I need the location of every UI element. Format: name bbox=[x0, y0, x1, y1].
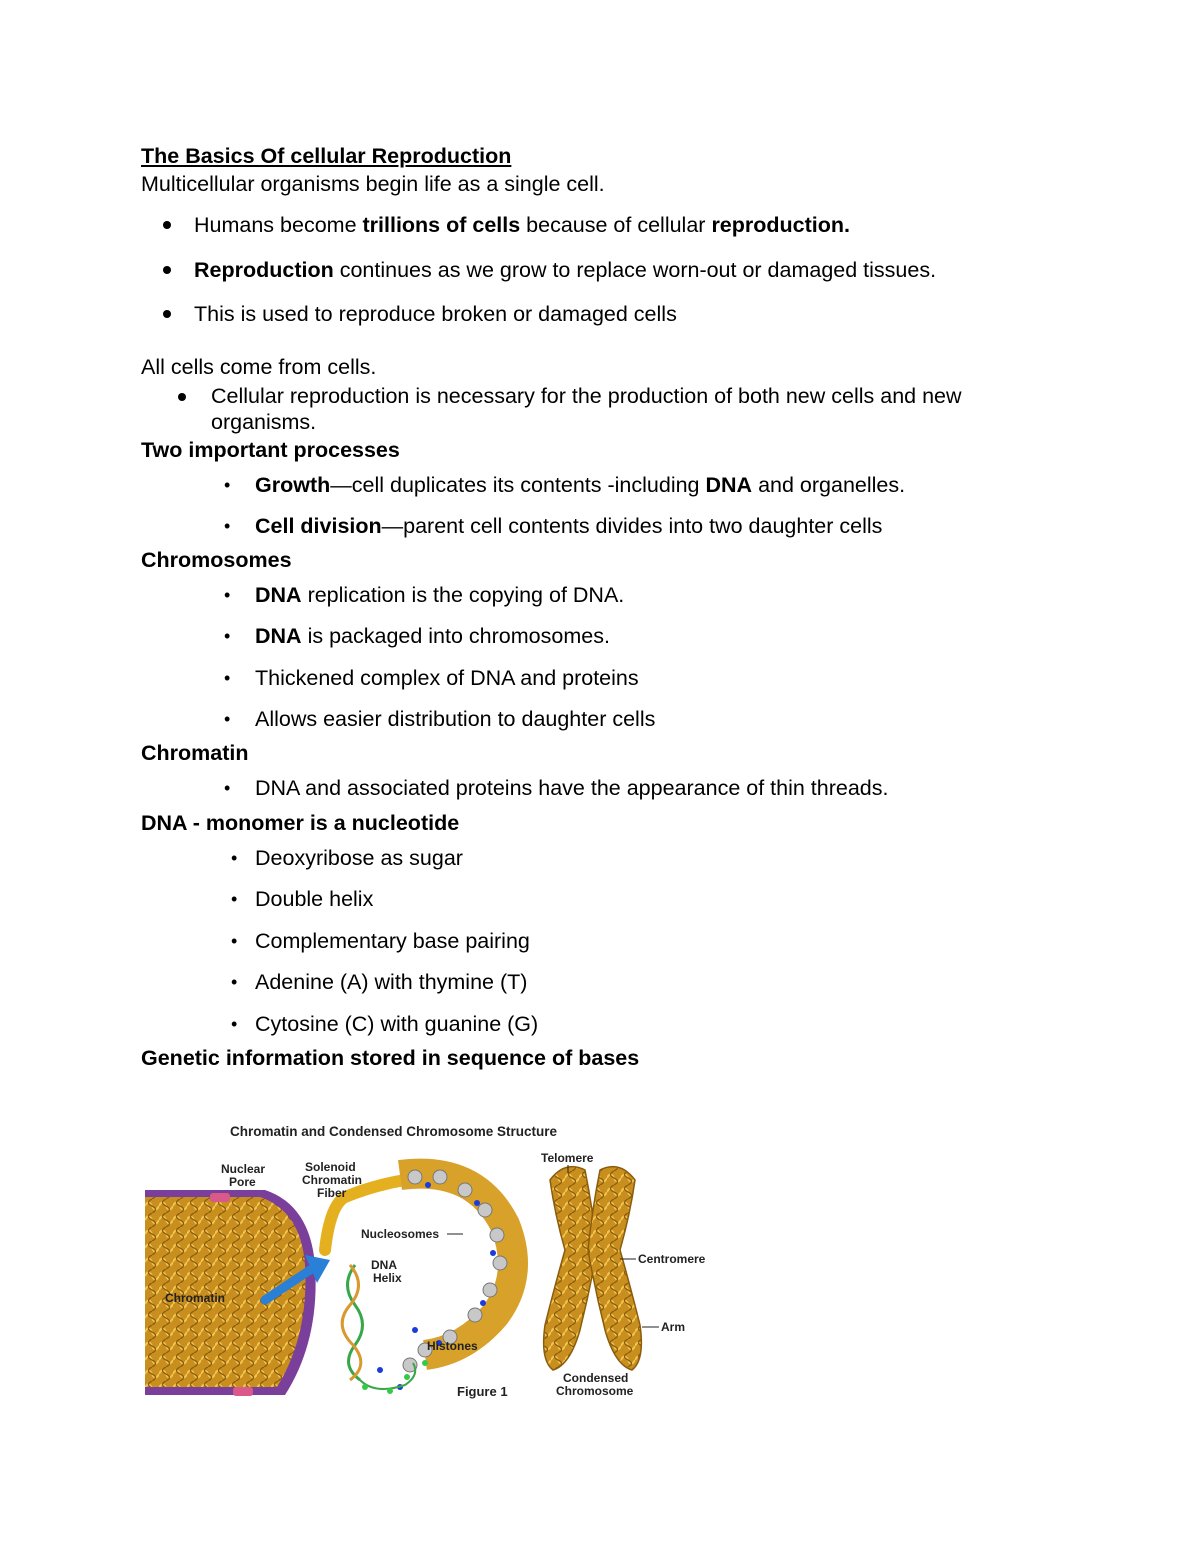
label-chromatin: Chromatin bbox=[165, 1291, 225, 1305]
bullet-glyph: • bbox=[224, 668, 231, 688]
bullet-glyph: • bbox=[224, 626, 231, 646]
figure-title: Chromatin and Condensed Chromosome Structure bbox=[230, 1124, 558, 1139]
label-centromere: Centromere bbox=[638, 1252, 706, 1266]
dna-helix-strand bbox=[342, 1265, 361, 1380]
bullet-glyph: • bbox=[231, 848, 238, 868]
bullet-dot bbox=[163, 310, 171, 318]
item-growth: Growth—cell duplicates its contents -including DNA and organelles. bbox=[255, 473, 906, 497]
linker-dots bbox=[362, 1360, 428, 1394]
label-histones: Histones bbox=[427, 1339, 478, 1353]
condensed-chromosome bbox=[544, 1167, 642, 1370]
bullet-glyph: • bbox=[224, 709, 231, 729]
intro-text: Multicellular organisms begin life as a single cell. bbox=[141, 172, 605, 196]
heading-chromatin: Chromatin bbox=[141, 741, 249, 765]
heading-chromosomes: Chromosomes bbox=[141, 548, 292, 572]
all-cells-text: All cells come from cells. bbox=[141, 355, 377, 379]
label-nuclear-pore-1: Nuclear bbox=[221, 1162, 266, 1176]
bullet-glyph: • bbox=[231, 889, 238, 909]
bullet-dot bbox=[163, 266, 171, 274]
chromosome-figure bbox=[145, 1115, 720, 1405]
label-solenoid-3: Fiber bbox=[317, 1186, 347, 1200]
bullet-glyph: • bbox=[224, 778, 231, 798]
heading-genetic: Genetic information stored in sequence of bases bbox=[141, 1046, 640, 1070]
bullet-glyph: • bbox=[224, 516, 231, 536]
item-deoxyribose: Deoxyribose as sugar bbox=[255, 846, 463, 870]
label-nuclear-pore-2: Pore bbox=[229, 1175, 256, 1189]
label-nucleosomes: Nucleosomes bbox=[361, 1227, 440, 1241]
label-figure-number: Figure 1 bbox=[457, 1384, 508, 1399]
bullet-cellular-line1: Cellular reproduction is necessary for the production of both new cells and new bbox=[211, 384, 962, 408]
bullet-dot bbox=[163, 221, 171, 229]
item-double-helix: Double helix bbox=[255, 887, 374, 911]
label-solenoid-1: Solenoid bbox=[305, 1160, 356, 1174]
item-threads: DNA and associated proteins have the appearance of thin threads. bbox=[255, 776, 889, 800]
bullet-glyph: • bbox=[231, 1014, 238, 1034]
nuclear-pore-marker bbox=[210, 1193, 230, 1202]
heading-dna: DNA - monomer is a nucleotide bbox=[141, 811, 460, 835]
bullet-dot bbox=[178, 393, 186, 401]
heading-processes: Two important processes bbox=[141, 438, 400, 462]
item-adenine: Adenine (A) with thymine (T) bbox=[255, 970, 528, 994]
item-distribution: Allows easier distribution to daughter cells bbox=[255, 707, 656, 731]
bullet-glyph: • bbox=[231, 931, 238, 951]
label-dna-helix-2: Helix bbox=[373, 1271, 402, 1285]
bullet-cellular-line2: organisms. bbox=[211, 410, 317, 434]
bullet-glyph: • bbox=[224, 475, 231, 495]
label-dna-helix-1: DNA bbox=[371, 1258, 397, 1272]
item-cell-division: Cell division—parent cell contents divides into two daughter cells bbox=[255, 514, 883, 538]
bullet-glyph: • bbox=[231, 972, 238, 992]
bullet-humans: Humans become trillions of cells because of cellular reproduction. bbox=[194, 213, 850, 237]
bullet-reproduction: Reproduction continues as we grow to replace worn-out or damaged tissues. bbox=[194, 258, 937, 282]
item-dna-replication: DNA replication is the copying of DNA. bbox=[255, 583, 625, 607]
item-cytosine: Cytosine (C) with guanine (G) bbox=[255, 1012, 539, 1036]
page-title: The Basics Of cellular Reproduction bbox=[141, 144, 512, 168]
bullet-repair: This is used to reproduce broken or damaged cells bbox=[194, 302, 677, 326]
label-telomere: Telomere bbox=[541, 1151, 594, 1165]
bullet-glyph: • bbox=[224, 585, 231, 605]
label-condensed-2: Chromosome bbox=[556, 1384, 634, 1398]
label-solenoid-2: Chromatin bbox=[302, 1173, 362, 1187]
item-dna-packaged: DNA is packaged into chromosomes. bbox=[255, 624, 610, 648]
item-thickened: Thickened complex of DNA and proteins bbox=[255, 666, 639, 690]
label-condensed-1: Condensed bbox=[563, 1371, 629, 1385]
label-arm: Arm bbox=[661, 1320, 686, 1334]
nuclear-pore-marker bbox=[233, 1387, 253, 1396]
item-base-pairing: Complementary base pairing bbox=[255, 929, 530, 953]
